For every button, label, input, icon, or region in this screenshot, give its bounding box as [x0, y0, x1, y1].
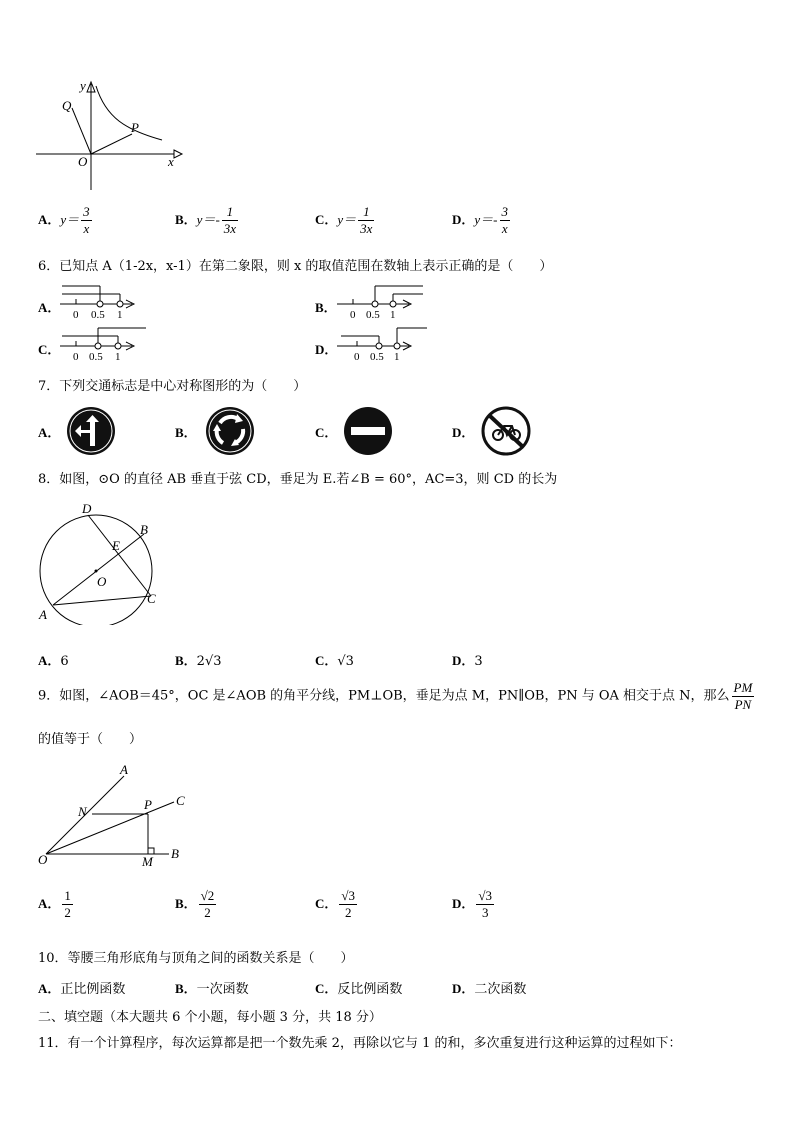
q7-option-c-no-entry-sign-icon [343, 406, 393, 456]
q6d-tick-1: 1 [394, 351, 400, 363]
q6-option-a-numberline [58, 282, 140, 322]
q6-option-b-numberline [335, 282, 427, 322]
q8-label-a: A [39, 607, 47, 622]
q10-option-d: D．二次函数 [452, 981, 527, 997]
q6a-tick-05: 0.5 [91, 309, 105, 321]
q6b-tick-05: 0.5 [366, 309, 380, 321]
q9-label-b: B [171, 846, 179, 861]
q6c-tick-0: 0 [73, 351, 79, 363]
q7-option-a-label: A． [38, 425, 61, 440]
q6a-tick-0: 0 [73, 309, 79, 321]
q9-option-c: C． $\frac{√3}{2}$ [315, 888, 356, 920]
q5-option-d-fraction: $\frac{3}{x}$ [501, 204, 508, 236]
q5-option-b: B．y＝- $\frac{1}{3x}$ [175, 204, 237, 236]
q9-option-a: A． $\frac{1}{2}$ [38, 888, 71, 920]
q9-stem: 9．如图，∠AOB＝45°，OC 是∠AOB 的角平分线，PM⊥OB，垂足为点 M，PN∥OB，PN 与 OA 相交于点 N，那么 $\frac{PM}{PN}$ [38, 680, 753, 712]
q6d-tick-05: 0.5 [370, 351, 384, 363]
q5-label-p: P [131, 120, 139, 135]
q8-circle-figure [32, 500, 162, 625]
q7-option-d-no-bicycle-sign-icon [481, 406, 531, 456]
q5-option-c: C．y＝ $\frac{1}{3x}$ [315, 204, 373, 236]
q6c-tick-05: 0.5 [89, 351, 103, 363]
q8-stem: 8．如图，⊙O 的直径 AB 垂直于弦 CD，垂足为 E.若∠B = 60°，AC=3，则 CD 的长为 [38, 472, 558, 487]
q6-option-a-label: A． [38, 300, 61, 315]
q8-option-a: A．6 [38, 653, 69, 669]
q8-option-c: C．√3 [315, 653, 354, 669]
q10-option-c: C．反比例函数 [315, 981, 403, 997]
q6-stem: 6．已知点 A（1-2x，x-1）在第二象限，则 x 的取值范围在数轴上表示正确的是（ ） [38, 259, 553, 274]
q7-option-b-roundabout-sign-icon [205, 406, 255, 456]
q5-option-d: D．y＝- $\frac{3}{x}$ [452, 204, 508, 236]
q7-option-c-label: C． [315, 425, 338, 440]
q5-label-y: y [80, 78, 86, 93]
q9-label-a: A [120, 762, 128, 777]
q9-label-o: O [38, 852, 48, 867]
q6-option-c-numberline [58, 324, 150, 364]
q8-label-e: E [112, 538, 120, 553]
q9-label-m: M [142, 854, 153, 868]
q11-stem: 11．有一个计算程序，每次运算都是把一个数先乘 2，再除以它与 1 的和，多次重复进行这种运算的过程如下： [38, 1036, 682, 1051]
q6-option-c-label: C． [38, 342, 61, 357]
q5-label-x: x [168, 154, 174, 169]
q9-label-c: C [176, 793, 185, 808]
q6a-tick-1: 1 [117, 309, 123, 321]
q9-label-p: P [144, 797, 152, 812]
q6-option-b-label: B． [315, 300, 337, 315]
q9-angle-figure [36, 760, 196, 868]
q5-option-a-fraction: $\frac{3}{x}$ [83, 204, 90, 236]
q10-stem: 10．等腰三角形底角与顶角之间的函数关系是（ ） [38, 951, 354, 966]
q8-label-o: O [97, 574, 107, 589]
q5-option-c-fraction: $\frac{1}{3x}$ [360, 204, 373, 236]
q9-label-n: N [78, 804, 87, 819]
q5-option-b-fraction: $\frac{1}{3x}$ [223, 204, 237, 236]
q8-option-b: B．2√3 [175, 653, 222, 669]
q5-option-a: A．y＝ $\frac{3}{x}$ [38, 204, 90, 236]
q5-label-o: O [78, 154, 88, 169]
section-heading-fill-in: 二、填空题（本大题共 6 个小题，每小题 3 分，共 18 分） [38, 1010, 382, 1025]
q7-option-a-turn-sign-icon [66, 406, 116, 456]
q8-label-c: C [147, 591, 156, 606]
q6-option-d-label: D． [315, 342, 338, 357]
q6b-tick-0: 0 [350, 309, 356, 321]
q8-option-d: D．3 [452, 653, 483, 669]
q7-option-b-label: B． [175, 425, 197, 440]
q7-stem: 7．下列交通标志是中心对称图形的为（ ） [38, 379, 307, 394]
q9-stem-continued: 的值等于（ ） [38, 732, 143, 747]
q6-option-d-numberline [335, 324, 431, 364]
q6b-tick-1: 1 [390, 309, 396, 321]
q8-label-b: B [140, 522, 148, 537]
q6c-tick-1: 1 [115, 351, 121, 363]
q7-option-d-label: D． [452, 425, 475, 440]
q5-label-q: Q [62, 98, 72, 113]
q5-graph-figure [36, 78, 186, 194]
q10-option-a: A．正比例函数 [38, 981, 126, 997]
q9-option-d: D． $\frac{√3}{3}$ [452, 888, 493, 920]
q6d-tick-0: 0 [354, 351, 360, 363]
q10-option-b: B．一次函数 [175, 981, 249, 997]
q8-label-d: D [82, 501, 92, 516]
q9-option-b: B． $\frac{√2}{2}$ [175, 888, 215, 920]
q9-stem-fraction: $\frac{PM}{PN}$ [733, 680, 753, 712]
